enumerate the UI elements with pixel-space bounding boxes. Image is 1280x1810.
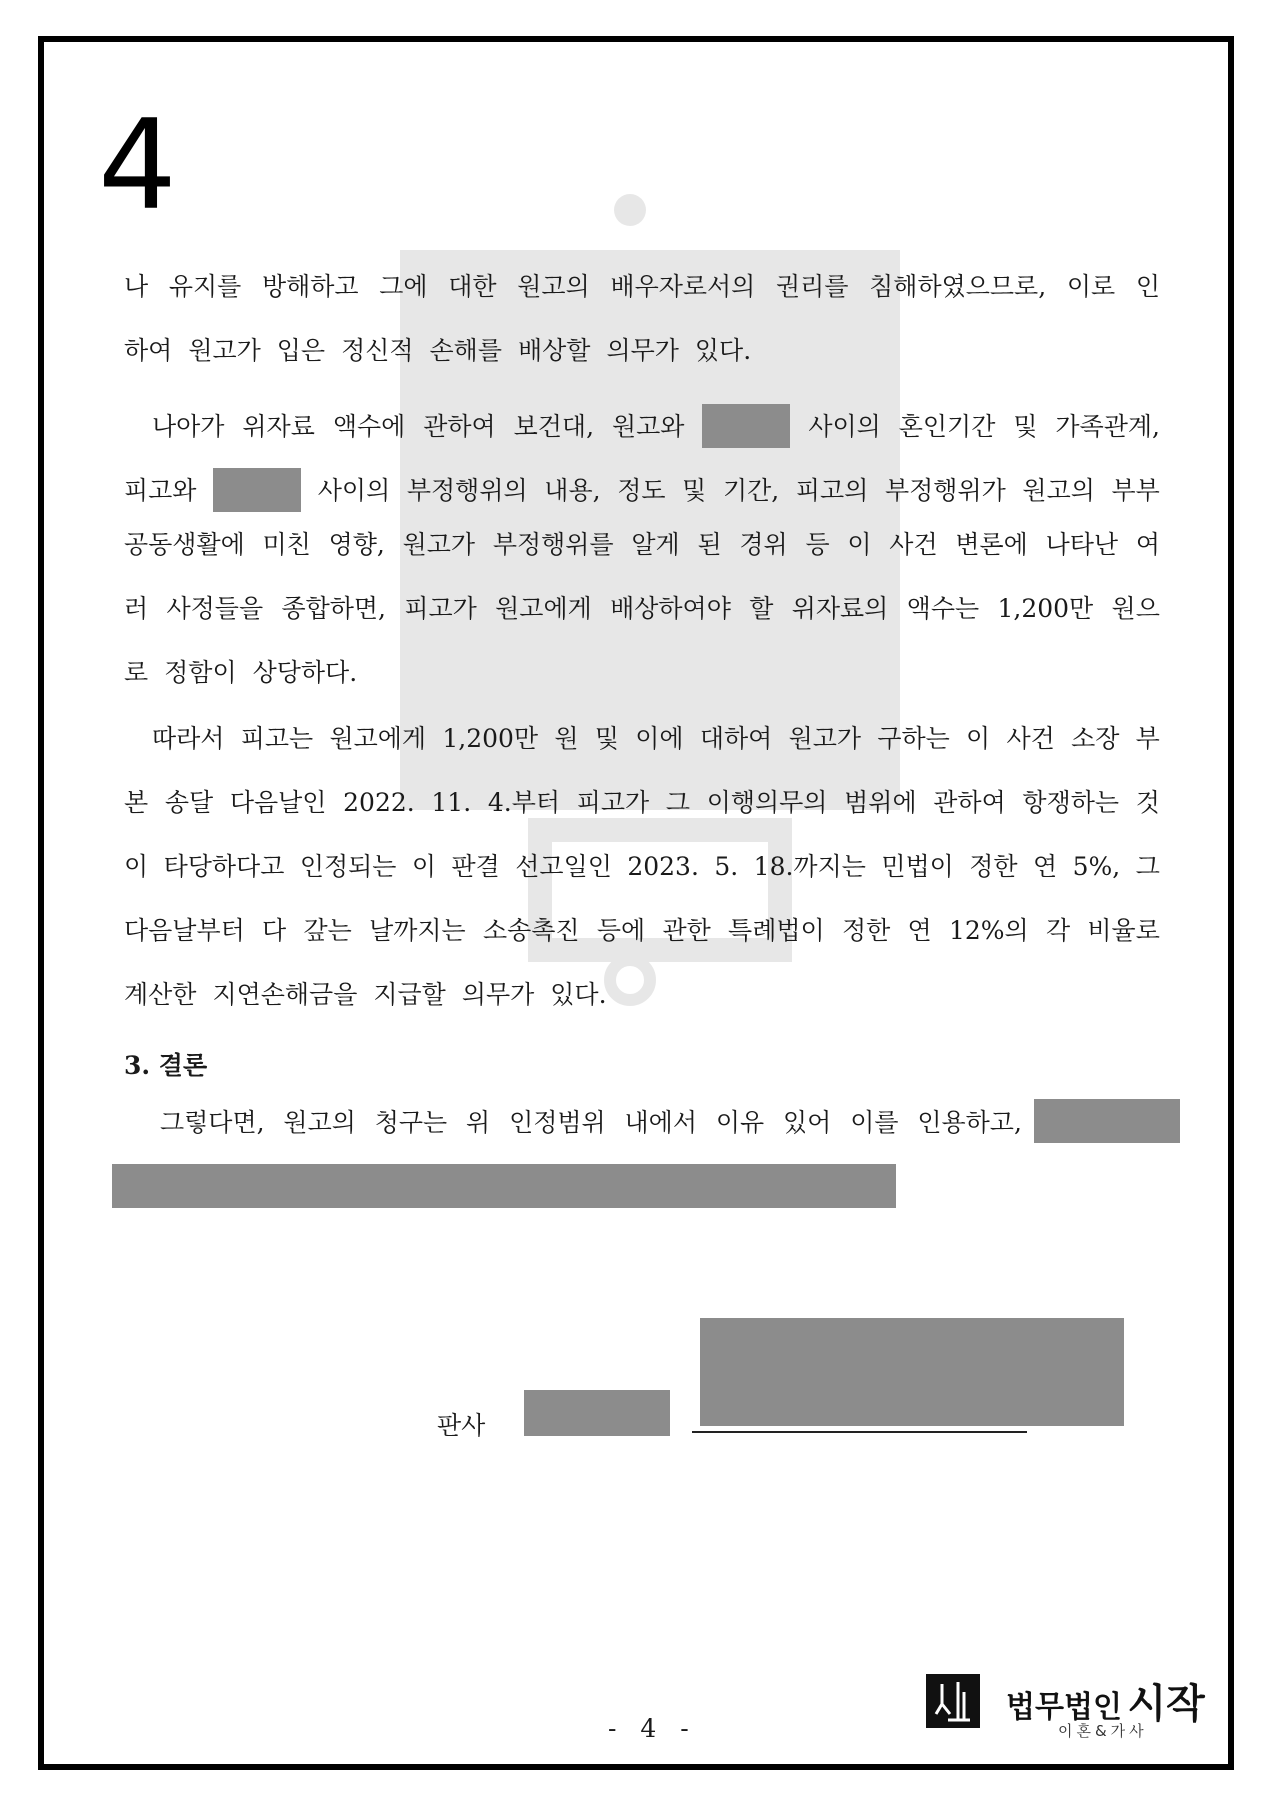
word: 부정행위가: [885, 475, 1006, 505]
word: 2022.: [343, 788, 415, 817]
word: 1,200만: [997, 594, 1094, 623]
word: 대하여: [699, 724, 773, 753]
word: 지연손해금을: [212, 980, 358, 1009]
redaction-block: [112, 1164, 896, 1208]
word: 로: [124, 658, 149, 687]
word: 그렇다면,: [160, 1108, 265, 1137]
footer-page-number: - 4 -: [608, 1714, 697, 1743]
word: 18.까지는: [753, 852, 866, 881]
word: 피고가: [576, 788, 650, 817]
word: 이유: [715, 1108, 765, 1137]
word: 침해하였으므로,: [869, 272, 1047, 301]
word: 인정되는: [299, 852, 397, 881]
word: 알게: [631, 530, 680, 559]
word: 사건: [889, 530, 938, 559]
word: 및: [1013, 411, 1038, 441]
word: 배우자로서의: [610, 272, 756, 301]
word: 연: [1033, 852, 1058, 881]
word: 정한: [969, 852, 1018, 881]
word: 관하여: [933, 788, 1006, 817]
word: 하여: [124, 336, 173, 365]
word: 부: [1135, 724, 1160, 753]
word: 따라서: [152, 724, 225, 753]
word: 부정행위를: [492, 530, 614, 559]
word: 인정범위: [509, 1108, 606, 1137]
word: 4.부터: [487, 788, 561, 817]
judge-label: 판사: [437, 1411, 486, 1440]
word: 계산한: [124, 980, 197, 1009]
word: 그: [1135, 852, 1160, 881]
para2-line2: [124, 468, 1160, 512]
para2-line5: [124, 660, 1160, 685]
word: 러: [124, 594, 149, 623]
conclusion-heading: 3. 결론: [124, 1051, 208, 1080]
word: 경위: [739, 530, 788, 559]
word: 있다.: [550, 980, 607, 1009]
word: 이에: [635, 724, 684, 753]
word: 연: [907, 916, 932, 945]
word: 11.: [431, 788, 472, 817]
word: 항쟁하는: [1022, 788, 1120, 817]
word: 5.: [714, 852, 739, 881]
word: 타당하다고: [163, 852, 285, 881]
word: 배상할: [517, 336, 591, 365]
word: 판결: [451, 852, 500, 881]
word: 공동생활에: [124, 530, 245, 559]
para2-line1: [152, 404, 1160, 448]
redaction-block: [1034, 1099, 1180, 1143]
word: 민법이: [881, 852, 954, 881]
firm-subtitle: 이혼&가사: [1058, 1722, 1148, 1740]
word: 갚는: [303, 916, 352, 945]
para3-line4: [124, 918, 1160, 943]
para3-line1: [152, 726, 1160, 751]
firm-prefix: 법무법인: [1006, 1690, 1122, 1725]
word: 이: [966, 724, 991, 753]
word: 날까지는: [369, 916, 466, 945]
word: 나타난: [1045, 530, 1119, 559]
word: 피고와: [124, 475, 197, 505]
word: 사정들을: [166, 594, 264, 623]
word: 이를: [850, 1108, 899, 1137]
redaction-block: [213, 468, 301, 512]
word: 영향,: [328, 530, 385, 559]
word: 본: [124, 788, 149, 817]
word: 다: [262, 916, 287, 945]
word: 12%의: [948, 916, 1029, 945]
word: 원고가: [188, 336, 261, 365]
word: 피고의: [795, 475, 869, 505]
word: 사이의: [317, 475, 391, 505]
firm-logo: [926, 1670, 1205, 1740]
word: 선고일인: [515, 852, 612, 881]
word: 정한: [841, 916, 891, 945]
page-marker: 4: [98, 94, 177, 238]
redaction-block: [700, 1318, 1124, 1426]
word: 위: [466, 1108, 491, 1137]
word: 나: [124, 272, 149, 301]
word: 정신적: [341, 336, 414, 365]
word: 인: [1135, 272, 1160, 301]
word: 사이의: [808, 411, 881, 441]
word: 권리를: [776, 272, 849, 301]
word: 원: [554, 724, 579, 753]
word: 보건대,: [513, 411, 595, 441]
firm-main-name: 시작: [1127, 1681, 1205, 1727]
word: 손해를: [429, 336, 502, 365]
word: 원고에게: [329, 724, 427, 753]
word: 송달: [164, 788, 214, 817]
word: 1,200만: [442, 724, 539, 753]
word: 기간,: [722, 475, 780, 505]
conclusion-line1: [160, 1110, 1022, 1135]
word: 부정행위의: [406, 475, 528, 505]
word: 부부: [1111, 475, 1160, 505]
word: 다음날인: [229, 788, 327, 817]
word: 이: [847, 530, 872, 559]
word: 대한: [448, 272, 497, 301]
para1-line1: [124, 274, 1160, 299]
word: 범위에: [844, 788, 917, 817]
word: 미친: [262, 530, 311, 559]
word: 할: [749, 594, 774, 623]
word: 비율로: [1087, 916, 1160, 945]
word: 원고가: [788, 724, 862, 753]
word: 종합하면,: [281, 594, 387, 623]
word: 상당하다.: [252, 658, 358, 687]
word: 구하는: [877, 724, 950, 753]
word: 이: [411, 852, 437, 881]
word: 사건: [1006, 724, 1055, 753]
word: 의무가: [461, 980, 535, 1009]
para1-line2: [124, 338, 1160, 363]
word: 청구는: [374, 1108, 448, 1137]
word: 이로: [1066, 272, 1116, 301]
word: 변론에: [955, 530, 1028, 559]
word: 그: [665, 788, 690, 817]
para3-line3: [124, 854, 1160, 879]
redaction-block: [702, 404, 790, 448]
word: 의무가: [606, 336, 679, 365]
redaction-block: [524, 1390, 670, 1436]
word: 있다.: [694, 336, 752, 365]
firm-logo-icon: [926, 1674, 980, 1728]
word: 소송촉진: [482, 916, 580, 945]
para2-line3: [124, 532, 1160, 557]
word: 위자료의: [791, 594, 889, 623]
word: 이: [124, 852, 149, 881]
para3-line5: [124, 982, 1160, 1007]
word: 이행의무의: [706, 788, 828, 817]
word: 관한: [662, 916, 711, 945]
word: 여: [1135, 530, 1160, 559]
para3-line2: [124, 790, 1160, 815]
word: 배상하여야: [610, 594, 731, 623]
word: 등: [805, 530, 830, 559]
word: 원고가: [402, 530, 476, 559]
word: 원고의: [517, 272, 590, 301]
word: 등에: [596, 916, 646, 945]
word: 입은: [276, 336, 326, 365]
word: 피고가: [404, 594, 477, 623]
word: 원고의: [1022, 475, 1095, 505]
word: 있어: [783, 1108, 832, 1137]
word: 원고에게: [495, 594, 592, 623]
word: 원으: [1111, 594, 1160, 623]
word: 것: [1135, 788, 1160, 817]
word: 소장: [1071, 724, 1120, 753]
word: 2023.: [627, 852, 699, 881]
word: 지급할: [373, 980, 446, 1009]
word: 5%,: [1072, 852, 1121, 881]
para2-line4: [124, 596, 1160, 621]
word: 액수는: [906, 594, 980, 623]
word: 다음날부터: [124, 916, 245, 945]
word: 된: [697, 530, 722, 559]
word: 원고의: [283, 1108, 356, 1137]
word: 혼인기간: [898, 411, 996, 441]
word: 정함이: [164, 658, 237, 687]
word: 정도: [617, 475, 666, 505]
word: 유지를: [168, 272, 242, 301]
word: 피고는: [240, 724, 314, 753]
word: 및: [594, 724, 619, 753]
word: 특례법이: [728, 916, 825, 945]
word: 원고와: [611, 411, 685, 441]
word: 내에서: [624, 1108, 697, 1137]
word: 관하여: [423, 411, 496, 441]
word: 인용하고,: [917, 1108, 1022, 1137]
word: 나아가: [152, 411, 225, 441]
signature-line: [692, 1431, 1027, 1433]
word: 방해하고: [261, 272, 359, 301]
word: 각: [1045, 916, 1071, 945]
word: 위자료: [242, 411, 315, 441]
word: 그에: [379, 272, 428, 301]
word: 내용,: [544, 475, 601, 505]
word: 액수에: [332, 411, 406, 441]
word: 가족관계,: [1055, 411, 1160, 441]
word: 및: [682, 475, 707, 505]
